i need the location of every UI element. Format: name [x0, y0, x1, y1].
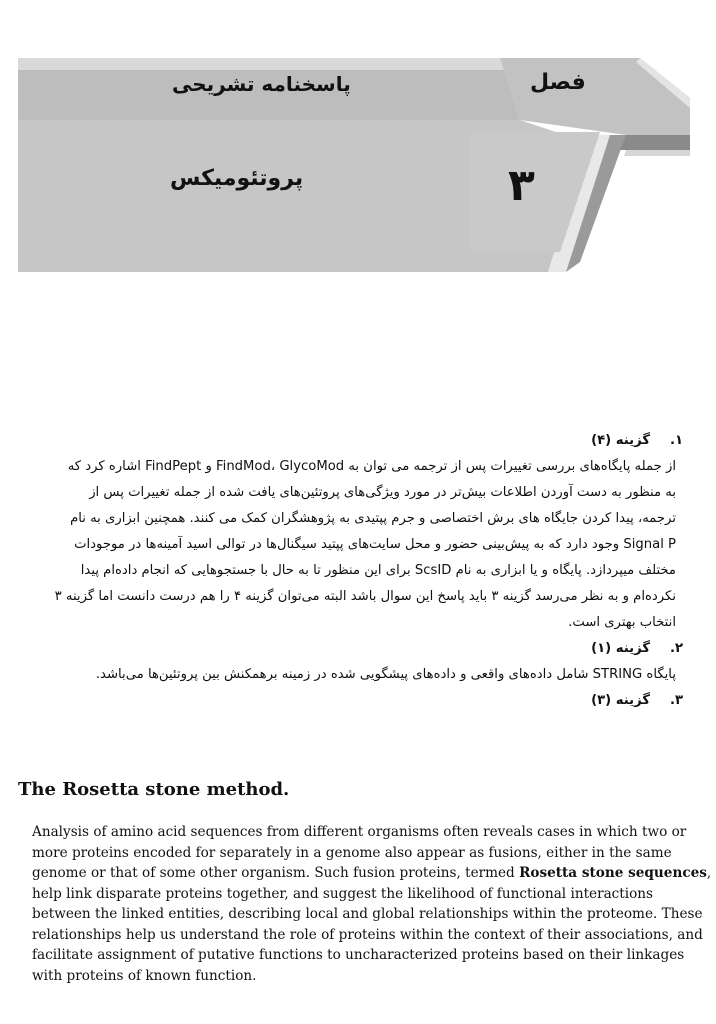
answer-1-number: ۱.: [670, 433, 684, 448]
answer-1-line: مختلف میپردازد. پایگاه و یا ابزاری به نام ScsID برای این منظور تا به حال با جستجوهایی که انجام داده‌ام پیدا: [80, 563, 676, 578]
answer-1-line: انتخاب بهتری است.: [568, 615, 676, 630]
english-line: Analysis of amino acid sequences from different organisms often reveals cases in which two or: [32, 824, 687, 840]
english-line: [32, 863, 712, 884]
english-line: between the linked entities, describing local and global relationships within the proteome. These: [32, 906, 703, 922]
answer-2-line: پایگاه STRING شامل داده‌های واقعی و داده‌های پیشگویی شده در زمینه برهمکنش بین پروتئین‌ها می‌باشد.: [95, 667, 676, 682]
chapter-number: ۳: [508, 160, 535, 211]
answer-2-label: گزینه (۱): [591, 641, 650, 656]
english-line: more proteins encoded for separately in a genome also appear as fusions, either in the same: [32, 844, 672, 861]
band-right-strip-light: [624, 150, 690, 156]
chapter-title: پروتئومیکس: [170, 166, 304, 191]
chapter-label: فصل: [530, 70, 586, 95]
answer-1-line: Signal P وجود دارد که به پیش‌بینی حضور و محل سایت‌های پپتید سیگنال‌ها در توالی اسید آمینه‌ها در موجودات: [74, 537, 676, 552]
english-heading: The Rosetta stone method.: [18, 779, 290, 800]
bold-term: Rosetta stone sequences: [519, 865, 707, 881]
banner-graphic: [0, 0, 716, 300]
english-line-text: genome or that of some other organism. Such fusion proteins, termed: [32, 865, 520, 881]
answer-3-number: ۳.: [670, 693, 684, 708]
answer-2-head: [18, 636, 694, 662]
english-line: relationships help us understand the role of proteins within the context of their associations, and: [32, 926, 703, 943]
english-paragraph: [32, 822, 712, 986]
answer-list: [18, 428, 694, 714]
section-title: پاسخنامه تشریحی: [172, 72, 351, 96]
answer-1-line: از جمله پایگاه‌های بررسی تغییرات پس از ترجمه می توان به FindMod، GlycoMod و FindPept اشاره کرد که: [67, 459, 676, 474]
band-top-highlight: [18, 58, 505, 70]
answer-1-line: به منظور به دست آوردن اطلاعات بیش‌تر در مورد ویژگی‌های پروتئین‌های یافت شده از جمله تغییرات پس از: [89, 485, 676, 500]
answer-3-label: گزینه (۳): [591, 693, 650, 708]
english-line: help link disparate proteins together, and suggest the likelihood of functional interactions: [32, 885, 654, 902]
chapter-banner: [0, 0, 716, 300]
answer-1-label: گزینه (۴): [591, 433, 650, 448]
english-line: facilitate assignment of putative functions to uncharacterized proteins based on their linkages: [32, 947, 685, 963]
answer-2-number: ۲.: [670, 641, 684, 656]
answer-1-line: نکرده‌ام و به نظر می‌رسد گزینه ۳ باید پاسخ این سوال باشد البته می‌توان گزینه ۴ را هم درست دانست اما گزینه ۳: [54, 589, 676, 604]
answer-1-line: ترجمه، پیدا کردن جایگاه های برش اختصاصی و جرم پپتیدی به پژوهشگران کمک می کنند. همچنین ابزاری به نام: [70, 511, 676, 526]
english-line: with proteins of known function.: [32, 967, 257, 984]
band-right-strip: [620, 135, 690, 150]
answer-3-head: [18, 688, 694, 714]
answer-1-head: [18, 428, 694, 454]
bold-term-suffix: ,: [706, 865, 712, 881]
